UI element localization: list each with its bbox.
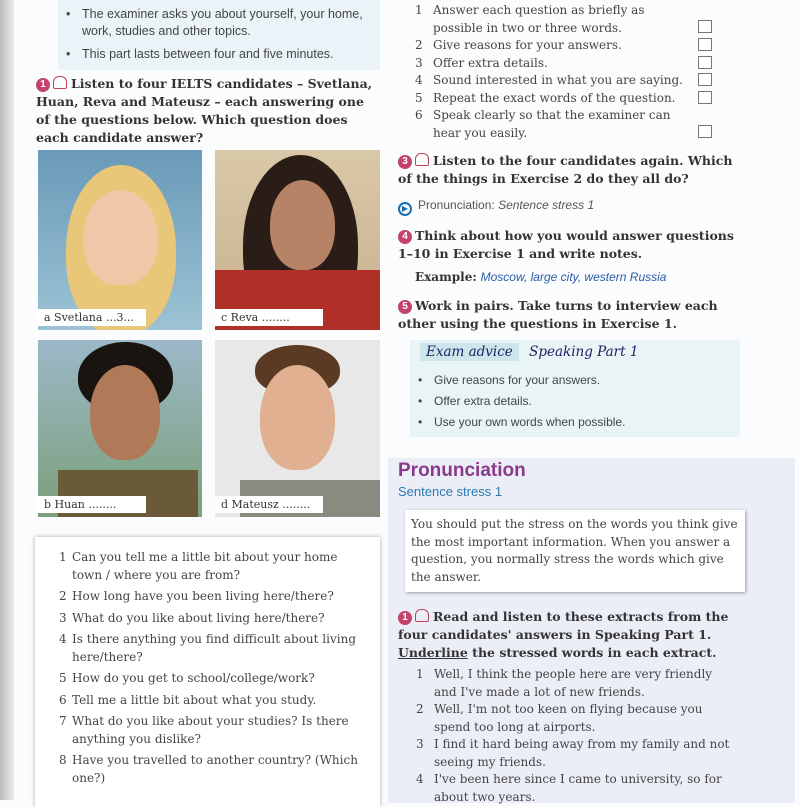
extract-item: 4 I've been here since I came to university, so for about two years. (416, 772, 722, 804)
advice-title: Exam advice (420, 343, 519, 361)
audio-cd-icon[interactable] (415, 153, 429, 166)
advice-bullet: • Use your own words when possible. (410, 414, 740, 431)
question-item: 3 What do you like about living here/there? (59, 610, 325, 625)
info-bullet: • This part lasts between four and five minutes. (58, 46, 380, 63)
question-item: 1 Can you tell me a little bit about your home town / where you are from? (59, 550, 338, 582)
photo-reva (215, 150, 380, 330)
info-bullet: • The examiner asks you about yourself, your home, work, studies and other topics. (58, 6, 380, 40)
photo-label: c Reva ........ (215, 309, 323, 326)
exercise-number: 1 (36, 78, 50, 92)
list-item: 1 Answer each question as briefly as possible in two or three words. (415, 3, 645, 35)
checkbox-4[interactable] (698, 73, 712, 86)
play-arrow-icon: ▶ (398, 202, 412, 216)
list-item: 5 Repeat the exact words of the question. (415, 90, 676, 105)
exercise-number: 4 (398, 230, 412, 244)
photo-label: d Mateusz ........ (215, 496, 323, 513)
exercise-number: 5 (398, 300, 412, 314)
example-line: Example: Moscow, large city, western Russia (415, 270, 667, 284)
checkbox-2[interactable] (698, 38, 712, 51)
section-subtitle: Sentence stress 1 (398, 484, 503, 499)
photo-svetlana (38, 150, 202, 330)
exercise-instruction: Listen to the four candidates again. Which of the things in Exercise 2 do they all do? (398, 153, 733, 186)
extract-item: 1 Well, I think the people here are very friendly and I've made a lot of new friends. (416, 667, 713, 699)
note-box: You should put the stress on the words you think give the most important information. When you answer a question, you normally stress the words which give the answer. (405, 510, 745, 592)
pron-exercise-1: 1 Read and listen to these extracts from the four candidates' answers in Speaking Part 1. Underline the stressed words in each extract. (398, 609, 729, 660)
list-item: 2 Give reasons for your answers. (415, 38, 622, 52)
pronunciation-section (388, 458, 795, 803)
photo-mateusz (215, 340, 380, 517)
photo-label: a Svetlana ...3... (38, 309, 146, 326)
exercise-4 (398, 227, 738, 263)
audio-cd-icon[interactable] (53, 76, 67, 89)
question-item: 7 What do you like about your studies? Is there anything you dislike? (59, 714, 349, 746)
exercise-number: 3 (398, 155, 412, 169)
checkbox-1[interactable] (698, 20, 712, 33)
section-title: Pronunciation (398, 460, 526, 481)
photo-huan (38, 340, 202, 517)
extract-item: 3 I find it hard being away from my family and not seeing my friends. (416, 737, 730, 769)
advice-bullet: • Give reasons for your answers. (410, 372, 740, 389)
exercise-instruction: Work in pairs. Take turns to interview each other using the questions in Exercise 1. (398, 298, 718, 331)
audio-cd-icon[interactable] (415, 609, 429, 622)
question-item: 4 Is there anything you find difficult about living here/there? (59, 632, 357, 664)
advice-bullet: • Offer extra details. (410, 393, 740, 410)
exercise-3 (398, 152, 738, 188)
pronunciation-link[interactable]: ▶ Pronunciation: Sentence stress 1 (398, 198, 594, 216)
exercise-2-list (415, 2, 685, 142)
advice-subtitle: Speaking Part 1 (529, 344, 639, 360)
page-gutter (0, 0, 14, 800)
question-item: 8 Have you travelled to another country? (Which one?) (59, 753, 358, 785)
question-item: 2 How long have you been living here/there? (59, 589, 334, 603)
exercise-instruction: Think about how you would answer questions 1–10 in Exercise 1 and write notes. (398, 228, 734, 261)
photo-label: b Huan ........ (38, 496, 146, 513)
extract-item: 2 Well, I'm not too keen on flying because you spend too long at airports. (416, 702, 703, 734)
question-item: 6 Tell me a little bit about what you study. (59, 692, 317, 707)
exercise-1 (36, 75, 381, 147)
exercise-number: 1 (398, 611, 412, 625)
exercise-5 (398, 297, 743, 333)
part1-info-box (58, 0, 380, 70)
checkbox-6[interactable] (698, 125, 712, 138)
list-item: 6 Speak clearly so that the examiner can hear you easily. (415, 108, 671, 140)
questions-box (35, 537, 380, 807)
checkbox-5[interactable] (698, 91, 712, 104)
list-item: 3 Offer extra details. (415, 55, 548, 70)
exercise-instruction: Listen to four IELTS candidates – Svetlana, Huan, Reva and Mateusz – each answering one of the questions below. Which question does each candidate answer? (36, 76, 373, 145)
exam-advice-box (410, 340, 740, 437)
extracts-list (416, 666, 736, 806)
list-item: 4 Sound interested in what you are saying. (415, 73, 683, 87)
question-item: 5 How do you get to school/college/work? (59, 671, 315, 685)
checkbox-3[interactable] (698, 56, 712, 69)
